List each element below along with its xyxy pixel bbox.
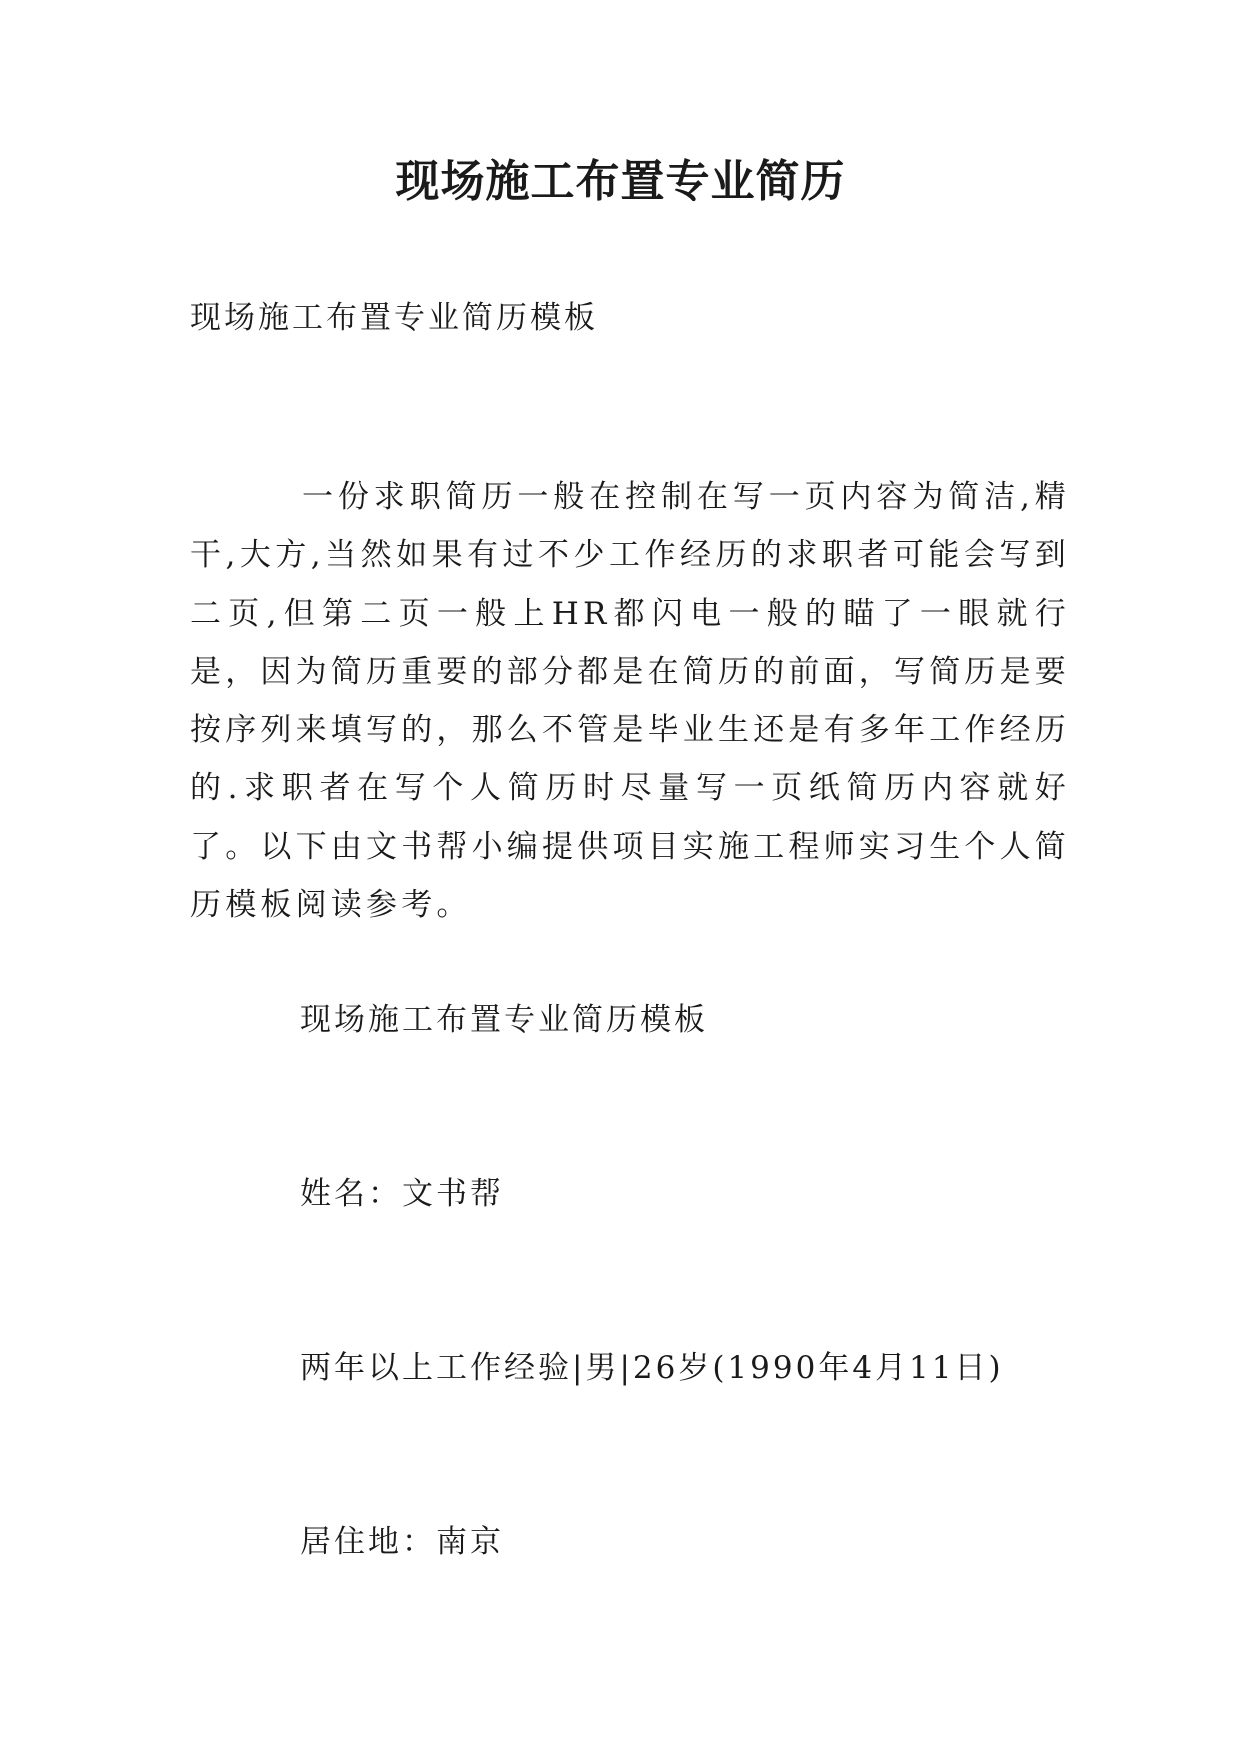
intro-paragraph: 一份求职简历一般在控制在写一页内容为简洁,精干,大方,当然如果有过不少工作经历的求职者可能会写到二页,但第二页一般上HR都闪电一般的瞄了一眼就行是，因为简历重要的部分都是在简历的前面，写简历是要按序列来填写的，那么不管是毕业生还是有多年工作经历的.求职者在写个人简历时尽量写一页纸简历内容就好了。以下由文书帮小编提供项目实施工程师实习生个人简历模板阅读参考。 [190,479,1070,924]
document-subtitle: 现场施工布置专业简历模板 [190,300,598,336]
document-title: 现场施工布置专业简历 [395,156,846,207]
residence-field: 居住地：南京 [300,1524,504,1560]
name-field: 姓名：文书帮 [300,1176,504,1212]
experience-gender-age-field: 两年以上工作经验|男|26岁(1990年4月11日) [300,1350,1004,1386]
resume-template-heading: 现场施工布置专业简历模板 [300,1002,708,1038]
